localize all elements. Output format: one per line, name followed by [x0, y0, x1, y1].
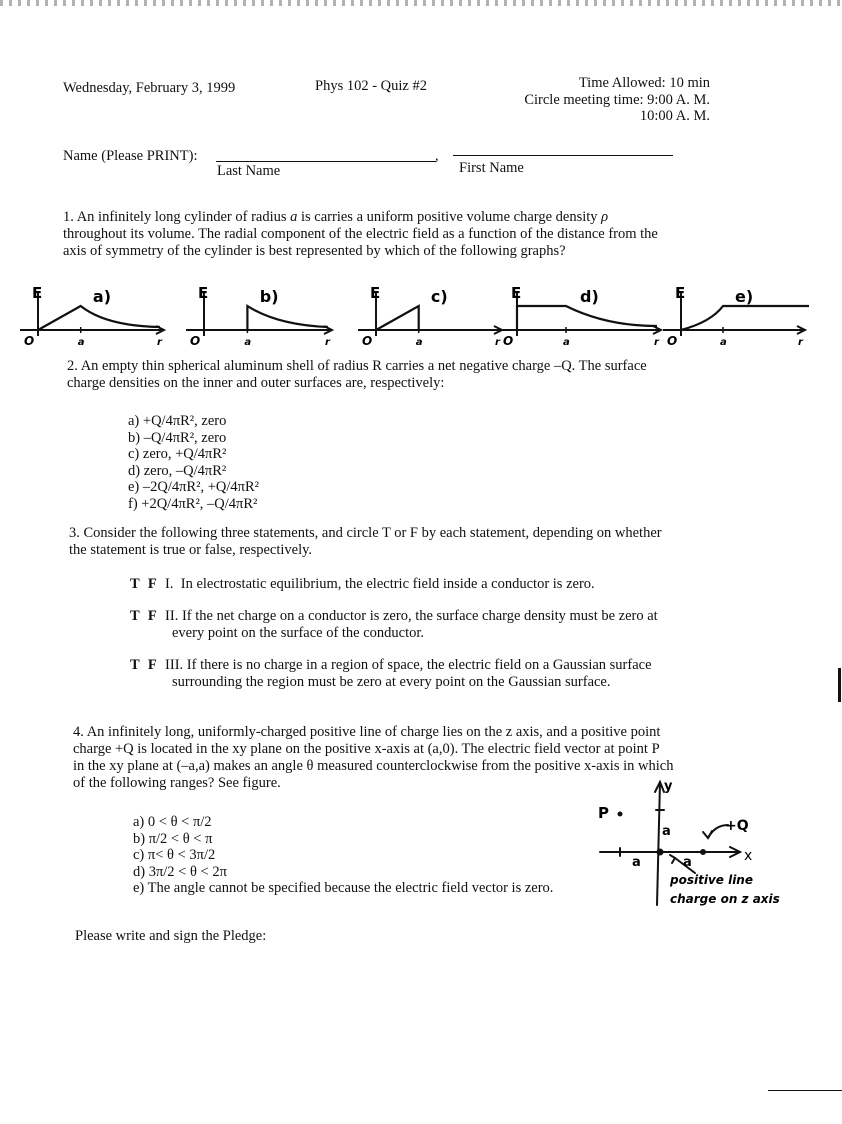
graph-label-e: e)	[735, 287, 754, 306]
graph-origin-label: O	[190, 334, 201, 348]
pledge-label: Please write and sign the Pledge:	[75, 928, 267, 944]
q2-text: 2. An empty thin spherical aluminum shell of radius R carries a net negative charge –Q. The surface charge densities on the inner and outer surfaces are, respectively:	[67, 358, 647, 391]
origin-dot	[657, 849, 664, 856]
graph-label-c: c)	[430, 287, 448, 306]
graph-a-label: a	[77, 337, 85, 348]
graph-a-label: a	[244, 337, 252, 348]
graph-origin-label: O	[362, 334, 373, 348]
bottom-rule	[768, 1090, 842, 1091]
margin-mark	[838, 668, 841, 702]
graph-r-label: r	[325, 337, 330, 348]
graph-e-label: E	[511, 284, 522, 302]
graph-r-label: r	[654, 337, 659, 348]
graph-a-label: a	[563, 337, 570, 348]
q4-options	[133, 814, 553, 897]
graph-origin-label: O	[24, 334, 35, 348]
scan-artifact	[0, 0, 842, 6]
name-label: Name (Please PRINT):	[63, 148, 198, 164]
q3-statement-2: T F II. If the net charge on a conductor is zero, the surface charge density must be zero at every point on the surface of the conductor.	[130, 608, 658, 641]
graph-r-label: r	[798, 337, 803, 348]
exam-date: Wednesday, February 3, 1999	[63, 80, 236, 96]
graph-a-label: a	[415, 337, 423, 348]
charge-dot	[700, 849, 706, 855]
y-axis-label: y	[664, 779, 673, 794]
time-allowed: Time Allowed: 10 min	[578, 75, 710, 91]
q2-option-c[interactable]: c) zero, +Q/4πR²	[128, 446, 227, 462]
q3-statement-3: T F III. If there is no charge in a region of space, the electric field on a Gaussian surface surrounding the region must be zero at every point on the Gaussian surface.	[130, 657, 652, 690]
graph-e-label: E	[675, 284, 686, 302]
graph-origin-label: O	[667, 334, 678, 348]
q4-option-b[interactable]: b) π/2 < θ < π	[133, 830, 213, 847]
graph-origin-label: O	[503, 334, 514, 348]
note-line2: charge on z axis	[670, 892, 780, 906]
last-name-field[interactable]	[216, 161, 436, 162]
q2-option-a[interactable]: a) +Q/4πR², zero	[128, 413, 227, 429]
true-choice[interactable]: T	[130, 576, 141, 592]
graph-a-label: a	[720, 337, 727, 348]
false-choice[interactable]: F	[147, 657, 158, 673]
graph-b-curve	[247, 306, 328, 330]
point-p-dot	[618, 812, 623, 817]
circle-meeting-time: Circle meeting time: 9:00 A. M.	[524, 92, 710, 108]
graph-label-d: d)	[580, 287, 599, 306]
q4-option-a[interactable]: a) 0 < θ < π/2	[133, 814, 212, 830]
course-title: Phys 102 - Quiz #2	[315, 78, 427, 94]
a-vertical-label: a	[662, 824, 671, 839]
first-name-label: First Name	[459, 160, 524, 176]
last-name-label: Last Name	[217, 163, 281, 179]
q2-option-e[interactable]: e) –2Q/4πR², +Q/4πR²	[128, 479, 259, 495]
q2-option-f[interactable]: f) +2Q/4πR², –Q/4πR²	[128, 495, 258, 512]
graph-e-curve	[681, 306, 809, 330]
graph-d-curve	[517, 306, 657, 330]
x-axis-label: x	[744, 848, 753, 864]
charge-label: +Q	[725, 818, 749, 834]
q2-option-d[interactable]: d) zero, –Q/4πR²	[128, 462, 227, 479]
false-choice[interactable]: F	[147, 608, 158, 624]
a-right-label: a	[683, 855, 692, 870]
q4-option-c[interactable]: c) π< θ < 3π/2	[133, 847, 216, 863]
q2-option-b[interactable]: b) –Q/4πR², zero	[128, 429, 227, 446]
graph-label-a: a)	[92, 287, 112, 306]
pledge-area[interactable]	[75, 950, 775, 1070]
q4-figure	[590, 770, 790, 910]
false-choice[interactable]: F	[147, 576, 158, 592]
graph-r-label: r	[495, 337, 500, 348]
q1-text: 1. An infinitely long cylinder of radius a is carries a uniform positive volume charge density ρ throughout its volume. The radial component of the electric field as a function of the distance from the axis of symmetry of the cylinder is best represented by which of the following graphs?	[63, 209, 658, 259]
graph-e-label: E	[370, 284, 381, 302]
q3-statement-1: T F I. In electrostatic equilibrium, the electric field inside a conductor is zero.	[130, 576, 595, 592]
q4-option-d[interactable]: d) 3π/2 < θ < 2π	[133, 863, 227, 880]
a-left-label: a	[632, 855, 641, 870]
true-choice[interactable]: T	[130, 657, 141, 673]
graph-a-curve	[38, 306, 160, 330]
point-p-label: P	[598, 804, 609, 822]
note-line1: positive line	[670, 873, 753, 887]
q3-text: 3. Consider the following three statements, and circle T or F by each statement, depending on whether the statement is true or false, respectively.	[69, 525, 662, 558]
graph-e-label: E	[32, 284, 43, 302]
graph-r-label: r	[157, 337, 162, 348]
q4-option-e[interactable]: e) The angle cannot be specified because the electric field vector is zero.	[133, 880, 554, 896]
q2-options	[128, 413, 259, 512]
q1-graphs	[0, 278, 842, 350]
name-comma: ,	[435, 148, 439, 164]
graph-c-curve	[376, 306, 419, 330]
first-name-field[interactable]	[453, 155, 673, 156]
true-choice[interactable]: T	[130, 608, 141, 624]
y-axis	[657, 782, 660, 905]
meeting-time-alt: 10:00 A. M.	[639, 108, 710, 124]
q4-text: 4. An infinitely long, uniformly-charged positive line of charge lies on the z axis, and a positive point charge +Q is located in the xy plane on the positive x-axis at (a,0). The electric field vector at point P in the xy plane at (–a,a) makes an angle θ measured counterclockwise from the positive x-axis in which of the following ranges? See figure.	[73, 724, 674, 791]
graph-label-b: b)	[259, 287, 279, 306]
graph-e-label: E	[198, 284, 209, 302]
